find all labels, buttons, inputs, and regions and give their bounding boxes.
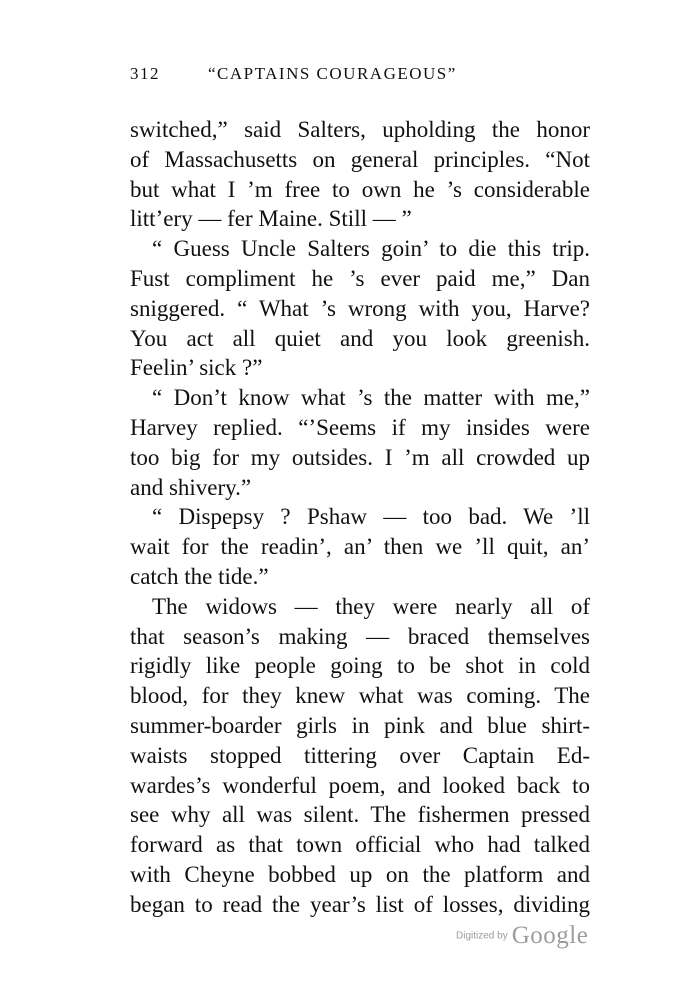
text-line-7: sniggered. “ What ’s wrong with you, Harve? bbox=[130, 295, 590, 321]
text-line-10: “ Don’t know what ’s the matter with me,” bbox=[152, 385, 590, 411]
text-line-27: began to read the year’s list of losses, dividing bbox=[130, 891, 590, 917]
watermark-prefix: Digitized by bbox=[456, 930, 508, 942]
text-line-16: catch the tide.” bbox=[130, 563, 269, 589]
text-line-3: but what I ’m free to own he ’s considerable bbox=[130, 176, 590, 202]
text-line-26: with Cheyne bobbed up on the platform and bbox=[130, 861, 590, 887]
page-number: 312 bbox=[130, 64, 160, 83]
text-line-20: blood, for they knew what was coming. The bbox=[130, 683, 590, 709]
text-line-5: “ Guess Uncle Salters goin’ to die this trip. bbox=[152, 236, 590, 262]
text-line-2: of Massachusetts on general principles. “Not bbox=[130, 146, 590, 172]
running-title: “CAPTAINS COURAGEOUS” bbox=[208, 64, 457, 83]
text-line-17: The widows — they were nearly all of bbox=[152, 593, 590, 619]
text-line-4: litt’ery — fer Maine. Still — ” bbox=[130, 206, 412, 232]
watermark-brand: Google bbox=[511, 922, 589, 949]
text-line-14: “ Dispepsy ? Pshaw — too bad. We ’ll bbox=[152, 504, 590, 530]
text-line-15: wait for the readin’, an’ then we ’ll quit, an’ bbox=[130, 534, 590, 560]
text-line-23: wardes’s wonderful poem, and looked back to bbox=[130, 772, 590, 798]
digitized-by-watermark bbox=[456, 922, 606, 954]
text-line-9: Feelin’ sick ?” bbox=[130, 355, 263, 381]
text-line-21: summer-boarder girls in pink and blue shirt- bbox=[130, 712, 590, 738]
text-line-19: rigidly like people going to be shot in cold bbox=[130, 653, 590, 679]
body-text bbox=[130, 115, 590, 920]
text-line-12: too big for my outsides. I ’m all crowded up bbox=[130, 444, 590, 470]
text-line-1: switched,” said Salters, upholding the honor bbox=[130, 117, 590, 142]
text-line-6: Fust compliment he ’s ever paid me,” Dan bbox=[130, 265, 590, 291]
running-head bbox=[130, 64, 590, 88]
text-line-24: see why all was silent. The fishermen pressed bbox=[130, 802, 590, 828]
text-line-22: waists stopped tittering over Captain Ed- bbox=[130, 742, 590, 768]
text-line-25: forward as that town official who had talked bbox=[130, 832, 590, 858]
text-line-13: and shivery.” bbox=[130, 474, 252, 500]
text-line-11: Harvey replied. “’Seems if my insides were bbox=[130, 414, 590, 440]
text-line-8: You act all quiet and you look greenish. bbox=[130, 325, 590, 351]
text-line-18: that season’s making — braced themselves bbox=[130, 623, 590, 649]
